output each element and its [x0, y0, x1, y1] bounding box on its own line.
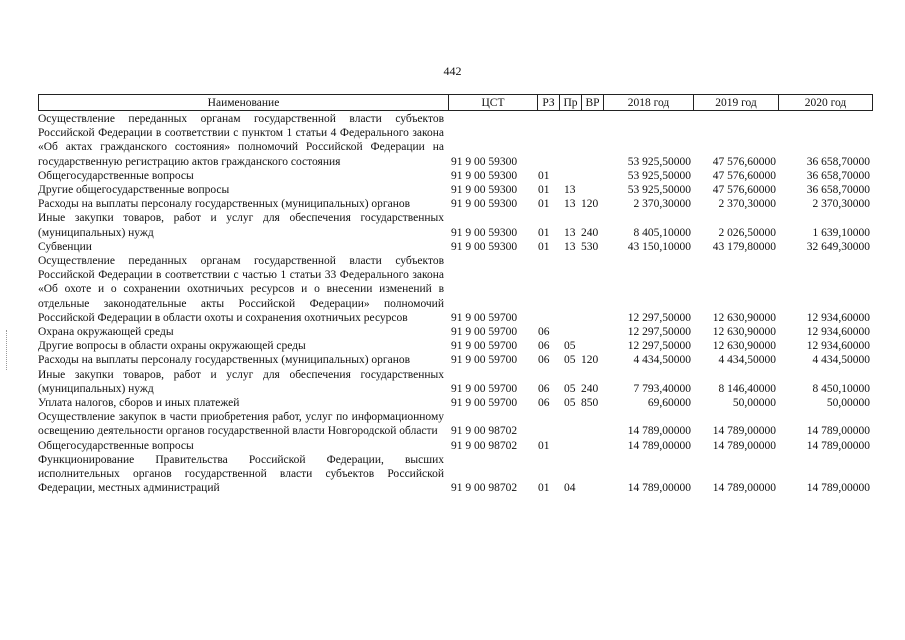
cell-vr: 120 [581, 354, 599, 367]
cell-y2018: 43 150,10000 [627, 240, 691, 253]
cell-name: Расходы на выплаты персоналу государственных (муниципальных) органов [38, 354, 411, 367]
cell-y2019: 12 630,90000 [712, 326, 776, 339]
cell-name: Другие вопросы в области охраны окружающей среды [38, 340, 306, 353]
table-row [38, 325, 883, 339]
cell-y2019: 47 576,60000 [712, 184, 776, 197]
cell-cst: 91 9 00 98702 [451, 425, 518, 438]
cell-pr: 13 [564, 198, 576, 211]
header-vr: ВР [581, 94, 603, 111]
cell-name: Иные закупки товаров, работ и услуг для обеспечения государственных (муниципальных) нужд [38, 212, 444, 239]
cell-vr: 850 [581, 397, 599, 410]
table-row [38, 183, 883, 197]
header-2018: 2018 год [603, 94, 693, 111]
cell-y2019: 12 630,90000 [712, 311, 776, 324]
table-body [38, 112, 883, 495]
cell-name: Охрана окружающей среды [38, 326, 174, 339]
table-row [38, 353, 883, 367]
header-name: Наименование [38, 94, 448, 111]
cell-y2018: 8 405,10000 [633, 226, 691, 239]
table-row [38, 339, 883, 353]
cell-y2019: 4 434,50000 [718, 354, 776, 367]
cell-vr: 240 [581, 382, 599, 395]
page-number: 442 [443, 64, 462, 78]
cell-name: Иные закупки товаров, работ и услуг для обеспечения государственных (муниципальных) нужд [38, 368, 444, 395]
cell-rz: 06 [538, 382, 550, 395]
header-rz: РЗ [537, 94, 559, 111]
table-row [38, 169, 883, 183]
cell-y2018: 14 789,00000 [627, 425, 691, 438]
cell-y2020: 1 639,10000 [812, 226, 870, 239]
table-row [38, 240, 883, 254]
cell-y2019: 14 789,00000 [712, 425, 776, 438]
cell-y2020: 12 934,60000 [806, 340, 870, 353]
cell-rz: 01 [538, 439, 550, 452]
cell-y2019: 47 576,60000 [712, 155, 776, 168]
cell-cst: 91 9 00 98702 [451, 439, 518, 452]
cell-y2020: 36 658,70000 [806, 169, 870, 182]
cell-y2018: 2 370,30000 [633, 198, 691, 211]
cell-y2019: 43 179,80000 [712, 240, 776, 253]
table-row [38, 211, 883, 239]
cell-pr: 05 [564, 382, 576, 395]
table-row [38, 112, 883, 169]
cell-pr: 13 [564, 226, 576, 239]
cell-y2019: 50,00000 [732, 397, 776, 410]
header-pr: Пр [559, 94, 581, 111]
cell-cst: 91 9 00 59700 [451, 397, 518, 410]
cell-pr: 05 [564, 354, 576, 367]
cell-y2020: 14 789,00000 [806, 425, 870, 438]
cell-name: Осуществление переданных органам государственной власти субъектов Российской Федерации в соответствии с частью 1 статьи 33 Федерального закона «Об охоте и о сохранении охотничьих ресурсов и о внесении изменений в отдельные законодательные акты Российской Федерации» полномочий Российской Федерации в области охоты и сохранения охотничьих ресурсов [38, 255, 444, 324]
cell-cst: 91 9 00 98702 [451, 482, 518, 495]
table-row [38, 197, 883, 211]
cell-cst: 91 9 00 59700 [451, 340, 518, 353]
cell-y2018: 12 297,50000 [627, 326, 691, 339]
cell-cst: 91 9 00 59700 [451, 326, 518, 339]
cell-y2018: 12 297,50000 [627, 311, 691, 324]
table-row [38, 254, 883, 325]
cell-cst: 91 9 00 59700 [451, 354, 518, 367]
cell-cst: 91 9 00 59300 [451, 198, 518, 211]
cell-pr: 05 [564, 397, 576, 410]
cell-y2018: 53 925,50000 [627, 184, 691, 197]
cell-y2020: 32 649,30000 [806, 240, 870, 253]
header-2020: 2020 год [778, 94, 873, 111]
cell-pr: 13 [564, 240, 576, 253]
cell-vr: 530 [581, 240, 599, 253]
cell-y2019: 14 789,00000 [712, 439, 776, 452]
table-row [38, 410, 883, 438]
cell-pr: 13 [564, 184, 576, 197]
cell-name: Расходы на выплаты персоналу государственных (муниципальных) органов [38, 198, 411, 211]
cell-vr: 240 [581, 226, 599, 239]
cell-y2019: 47 576,60000 [712, 169, 776, 182]
cell-y2019: 12 630,90000 [712, 340, 776, 353]
cell-y2020: 12 934,60000 [806, 326, 870, 339]
cell-name: Другие общегосударственные вопросы [38, 184, 230, 197]
budget-table [38, 94, 883, 495]
cell-name: Общегосударственные вопросы [38, 169, 194, 182]
cell-y2018: 12 297,50000 [627, 340, 691, 353]
cell-rz: 06 [538, 340, 550, 353]
cell-cst: 91 9 00 59300 [451, 155, 518, 168]
header-2019: 2019 год [693, 94, 778, 111]
cell-y2018: 7 793,40000 [633, 382, 691, 395]
cell-y2020: 36 658,70000 [806, 184, 870, 197]
cell-y2020: 14 789,00000 [806, 439, 870, 452]
cell-y2018: 53 925,50000 [627, 155, 691, 168]
cell-y2020: 50,00000 [826, 397, 870, 410]
cell-cst: 91 9 00 59300 [451, 240, 518, 253]
table-header [38, 94, 883, 111]
cell-y2018: 53 925,50000 [627, 169, 691, 182]
cell-y2019: 14 789,00000 [712, 482, 776, 495]
cell-y2020: 36 658,70000 [806, 155, 870, 168]
cell-cst: 91 9 00 59700 [451, 382, 518, 395]
table-row [38, 439, 883, 453]
cell-rz: 06 [538, 397, 550, 410]
table-row [38, 453, 883, 496]
cell-y2019: 2 370,30000 [718, 198, 776, 211]
cell-rz: 06 [538, 326, 550, 339]
cell-rz: 01 [538, 482, 550, 495]
cell-name: Общегосударственные вопросы [38, 439, 194, 452]
cell-y2020: 4 434,50000 [812, 354, 870, 367]
cell-name: Осуществление переданных органам государственной власти субъектов Российской Федерации в соответствии с пунктом 1 статьи 4 Федерального закона «Об актах гражданского состояния» полномочий Российской Федерации на государственную регистрацию актов гражданского состояния [38, 113, 444, 168]
cell-y2020: 8 450,10000 [812, 382, 870, 395]
cell-y2019: 2 026,50000 [718, 226, 776, 239]
cell-rz: 06 [538, 354, 550, 367]
cell-y2018: 4 434,50000 [633, 354, 691, 367]
cell-cst: 91 9 00 59300 [451, 226, 518, 239]
cell-y2019: 8 146,40000 [718, 382, 776, 395]
table-row [38, 396, 883, 410]
cell-rz: 01 [538, 198, 550, 211]
cell-pr: 04 [564, 482, 576, 495]
cell-cst: 91 9 00 59300 [451, 184, 518, 197]
cell-y2020: 12 934,60000 [806, 311, 870, 324]
cell-name: Функционирование Правительства Российской Федерации, высших исполнительных органов государственной власти субъектов Российской Федерации, местных администраций [38, 453, 444, 495]
cell-rz: 01 [538, 226, 550, 239]
cell-name: Осуществление закупок в части приобретения работ, услуг по информационному освещению деятельности органов государственной власти Новгородской области [38, 411, 444, 438]
cell-y2018: 14 789,00000 [627, 439, 691, 452]
cell-y2018: 69,60000 [647, 397, 691, 410]
cell-name: Уплата налогов, сборов и иных платежей [38, 397, 240, 410]
cell-rz: 01 [538, 184, 550, 197]
header-cst: ЦСТ [448, 94, 537, 111]
cell-rz: 01 [538, 240, 550, 253]
margin-dots [6, 330, 9, 370]
cell-y2020: 14 789,00000 [806, 482, 870, 495]
table-row [38, 368, 883, 396]
cell-cst: 91 9 00 59700 [451, 311, 518, 324]
cell-name: Субвенции [38, 240, 92, 253]
cell-cst: 91 9 00 59300 [451, 169, 518, 182]
cell-pr: 05 [564, 340, 576, 353]
cell-y2020: 2 370,30000 [812, 198, 870, 211]
cell-vr: 120 [581, 198, 599, 211]
cell-y2018: 14 789,00000 [627, 482, 691, 495]
cell-rz: 01 [538, 169, 550, 182]
